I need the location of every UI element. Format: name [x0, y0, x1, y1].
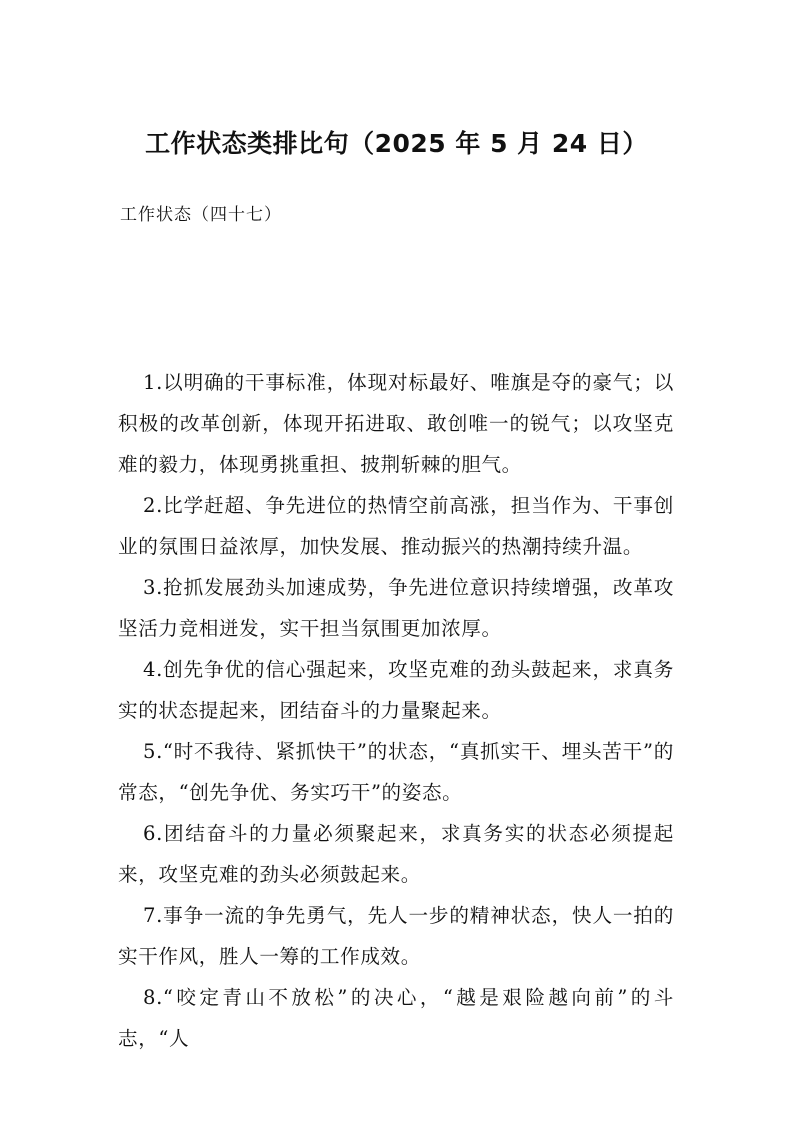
document-title: 工作状态类排比句（2025 年 5 月 24 日）: [145, 129, 648, 158]
paragraph-4: 4.创先争优的信心强起来，攻坚克难的劲头鼓起来，求真务实的状态提起来，团结奋斗的力量聚起来。: [118, 658, 674, 722]
paragraph-5: 5.“时不我待、紧抓快干”的状态，“真抓实干、埋头苦干”的常态，“创先争优、务实巧干”的姿态。: [118, 740, 674, 804]
paragraph-1: 1.以明确的干事标准，体现对标最好、唯旗是夺的豪气；以积极的改革创新，体现开拓进取、敢创唯一的锐气；以攻坚克难的毅力，体现勇挑重担、披荆斩棘的胆气。: [118, 371, 674, 476]
paragraph-6: 6.团结奋斗的力量必须聚起来，求真务实的状态必须提起来，攻坚克难的劲头必须鼓起来。: [118, 822, 674, 886]
paragraph-3: 3.抢抓发展劲头加速成势，争先进位意识持续增强，改革攻坚活力竞相迸发，实干担当氛围更加浓厚。: [118, 576, 674, 640]
document-body: [118, 362, 674, 1059]
paragraph-7: 7.事争一流的争先勇气，先人一步的精神状态，快人一拍的实干作风，胜人一筹的工作成效。: [118, 904, 674, 968]
paragraph-8: 8.“咬定青山不放松”的决心，“越是艰险越向前”的斗志，“人: [118, 986, 674, 1050]
paragraph-2: 2.比学赶超、争先进位的热情空前高涨，担当作为、干事创业的氛围日益浓厚，加快发展、推动振兴的热潮持续升温。: [118, 494, 674, 558]
document-subtitle: 工作状态（四十七）: [120, 205, 282, 225]
